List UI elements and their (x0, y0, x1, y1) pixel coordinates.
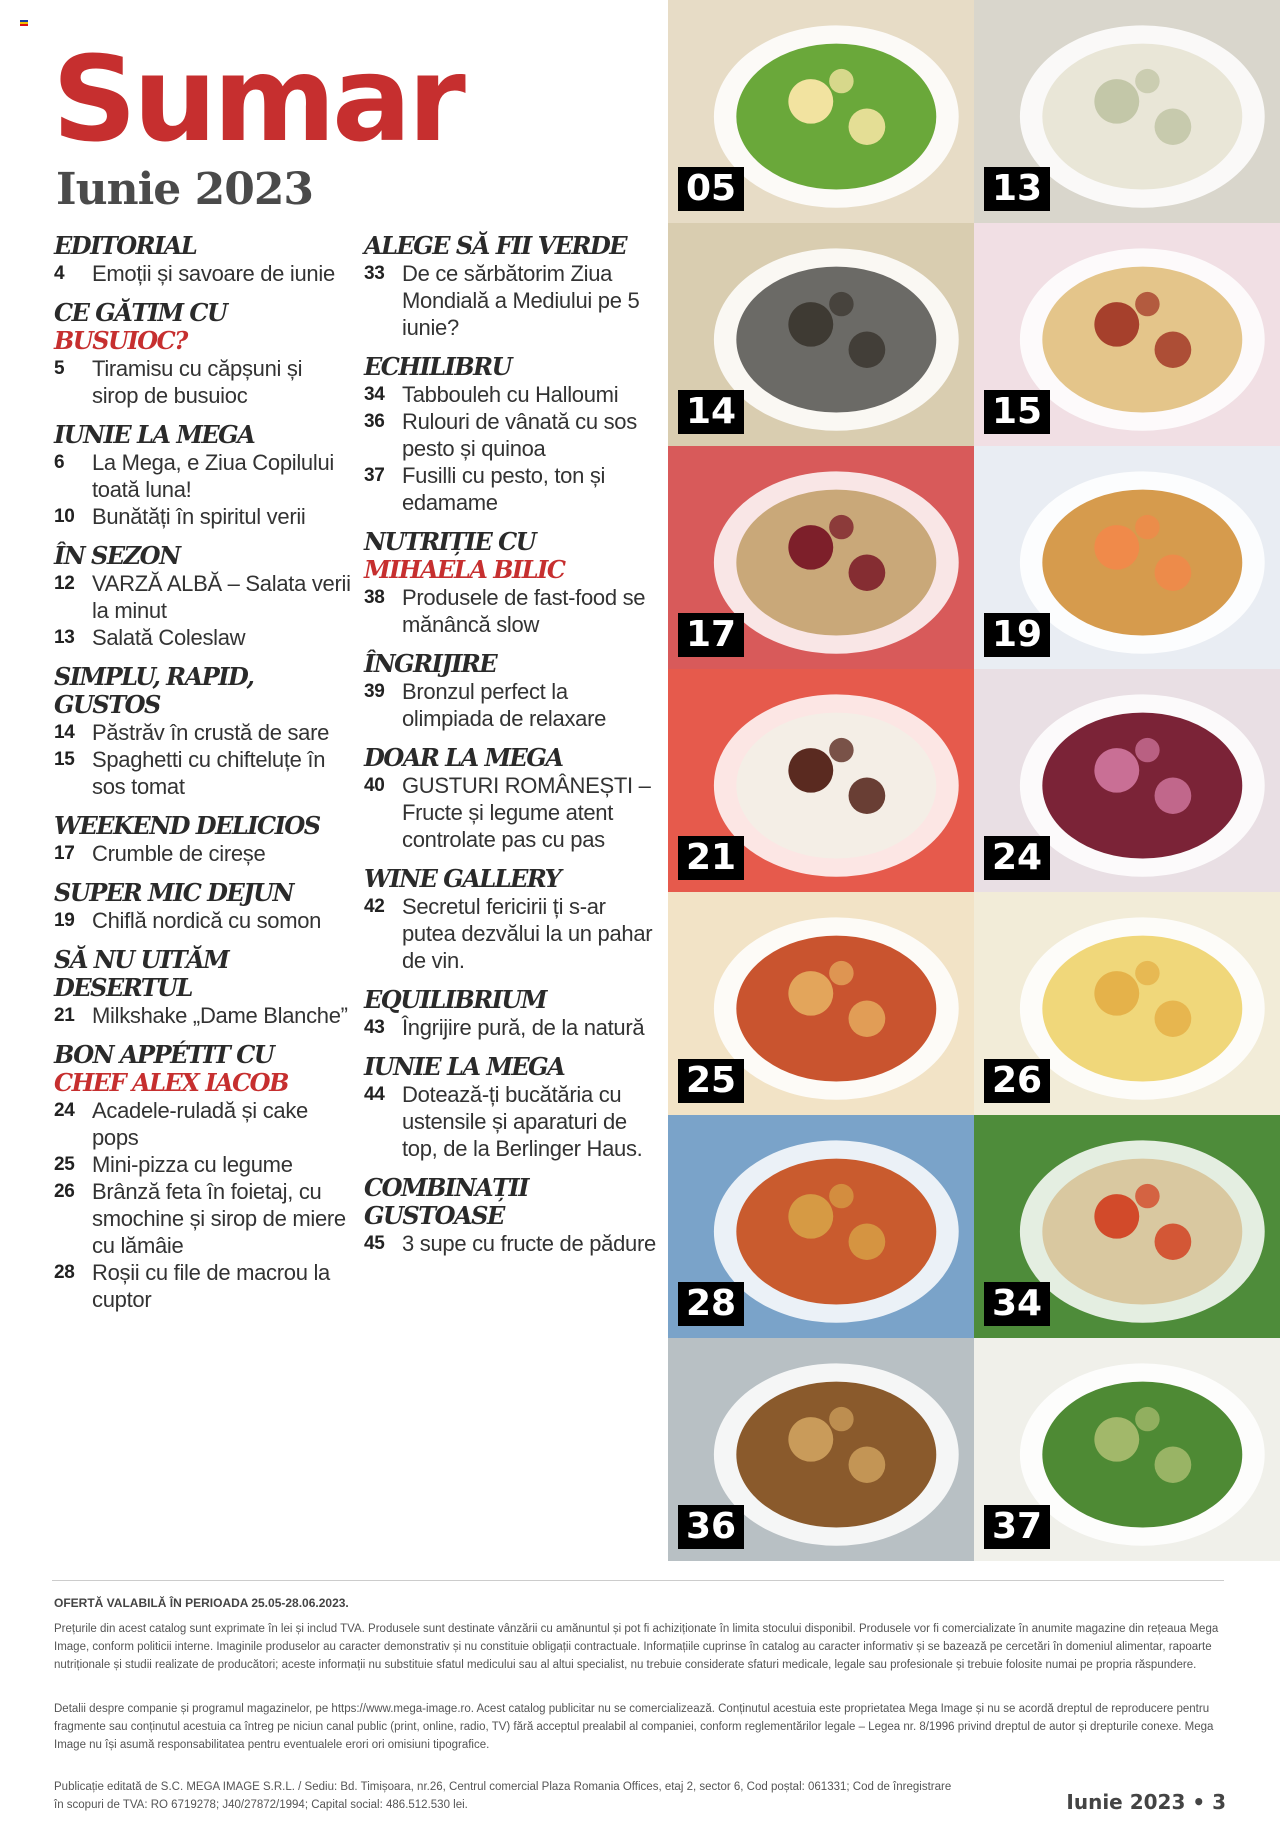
entry-page-number: 45 (364, 1233, 385, 1254)
entry-page-number: 26 (54, 1181, 75, 1202)
section-title (364, 1174, 664, 1230)
entry-page-number: 19 (54, 910, 75, 931)
entry-page-number: 10 (54, 506, 75, 527)
toc-entry[interactable] (364, 381, 664, 408)
toc-section (54, 299, 354, 409)
toc-entry[interactable] (54, 624, 354, 651)
entry-page-number: 38 (364, 587, 385, 608)
entry-title: Păstrăv în crustă de sare (92, 720, 330, 745)
entry-title: Milkshake „Dame Blanche” (92, 1003, 348, 1028)
toc-entry[interactable] (364, 772, 664, 853)
toc-entry[interactable] (54, 1178, 354, 1259)
toc-entry[interactable] (54, 355, 354, 409)
toc-section (364, 1053, 664, 1162)
toc-section (364, 353, 664, 516)
divider (52, 1580, 1224, 1581)
toc-section (54, 421, 354, 530)
toc-section (54, 1041, 354, 1313)
entry-title: Emoții și savoare de iunie (92, 261, 335, 286)
entry-title: Fusilli cu pesto, ton și edamame (402, 463, 606, 515)
toc-section (54, 812, 354, 867)
entry-page-number: 14 (54, 722, 75, 743)
section-title-text: WINE GALLERY (364, 864, 561, 893)
section-title-text: DOAR LA MEGA (364, 743, 563, 772)
section-title-text: BON APPÉTIT CU (54, 1040, 274, 1069)
toc-section (364, 744, 664, 853)
photo-page-badge: 05 (678, 167, 744, 211)
recipe-photo[interactable] (668, 1338, 974, 1561)
issue-date: Iunie 2023 (56, 164, 314, 215)
recipe-photo[interactable] (668, 223, 974, 446)
toc-entry[interactable] (54, 260, 354, 287)
photo-page-badge: 19 (984, 613, 1050, 657)
entry-page-number: 34 (364, 384, 385, 405)
offer-validity: OFERTĂ VALABILĂ ÎN PERIOADA 25.05-28.06.2023. (54, 1596, 349, 1610)
entry-page-number: 24 (54, 1100, 75, 1121)
recipe-photo[interactable] (668, 0, 974, 223)
section-title (54, 299, 354, 355)
legal-text-copyright: Detalii despre companie și programul magazinelor, pe https://www.mega-image.ro. Acest catalog publicitar nu se comercializează. Conținutul acestuia este proprietatea Mega Image și nu se acordă dreptul de reproducere pentru fragmente sau conținutul acestuia ca întreg pe niciun canal public (print, online, radio, TV) fără acceptul prealabil al companiei, conform reglementărilor legale – Legea nr. 8/1996 privind dreptul de autor și drepturile conexe. Mega Image nu își asumă responsabilitatea pentru eventualele erori ori omisiuni tipografice. (54, 1703, 1214, 1751)
entry-title: Bunătăți în spiritul verii (92, 504, 306, 529)
photo-page-badge: 36 (678, 1505, 744, 1549)
photo-page-badge: 34 (984, 1282, 1050, 1326)
toc-entry[interactable] (54, 1151, 354, 1178)
toc-entry[interactable] (364, 1230, 664, 1257)
toc-section (54, 879, 354, 934)
entry-page-number: 6 (54, 452, 65, 473)
photo-page-badge: 13 (984, 167, 1050, 211)
entry-title: La Mega, e Ziua Copilului toată luna! (92, 450, 334, 502)
toc-middle-column (364, 232, 664, 1269)
section-title (54, 421, 354, 449)
entry-title: VARZĂ ALBĂ – Salata verii la minut (92, 571, 351, 623)
toc-section (364, 1174, 664, 1257)
recipe-photo[interactable] (974, 1338, 1280, 1561)
section-title-accent: MIHAELA BILIC (364, 555, 565, 584)
toc-left-column (54, 232, 354, 1325)
toc-entry[interactable] (54, 503, 354, 530)
entry-title: 3 supe cu fructe de pădure (402, 1231, 656, 1256)
toc-entry[interactable] (364, 260, 664, 341)
section-title-text: ÎNGRIJIRE (364, 649, 497, 678)
entry-page-number: 4 (54, 263, 65, 284)
section-title (54, 812, 354, 840)
section-title-text: EDITORIAL (54, 231, 197, 260)
entry-page-number: 15 (54, 749, 75, 770)
entry-page-number: 13 (54, 627, 75, 648)
entry-title: GUSTURI ROMÂNEȘTI – Fructe și legume atent controlate pas cu pas (402, 773, 651, 852)
entry-page-number: 37 (364, 465, 385, 486)
recipe-photo[interactable] (974, 892, 1280, 1115)
section-title-text: EQUILIBRIUM (364, 985, 546, 1014)
entry-page-number: 39 (364, 681, 385, 702)
entry-title: Chiflă nordică cu somon (92, 908, 322, 933)
entry-page-number: 42 (364, 896, 385, 917)
toc-section (364, 528, 664, 638)
section-title (364, 528, 664, 584)
toc-entry[interactable] (54, 1259, 354, 1313)
photo-page-badge: 15 (984, 390, 1050, 434)
section-title (364, 1053, 664, 1081)
entry-title: Roșii cu file de macrou la cuptor (92, 1260, 330, 1312)
section-title (364, 650, 664, 678)
recipe-photo[interactable] (974, 669, 1280, 892)
recipe-photo[interactable] (668, 1115, 974, 1338)
section-title-accent: CHEF ALEX IACOB (54, 1068, 288, 1097)
entry-title: Tabbouleh cu Halloumi (402, 382, 619, 407)
toc-section (364, 232, 664, 341)
photo-page-badge: 21 (678, 836, 744, 880)
entry-title: Îngrijire pură, de la natură (402, 1015, 645, 1040)
entry-page-number: 12 (54, 573, 75, 594)
section-title-text: NUTRIȚIE CU (364, 527, 536, 556)
entry-title: De ce sărbătorim Ziua Mondială a Mediului pe 5 iunie? (402, 261, 640, 340)
entry-page-number: 33 (364, 263, 385, 284)
recipe-photo[interactable] (974, 1115, 1280, 1338)
toc-section (364, 865, 664, 974)
entry-title: Salată Coleslaw (92, 625, 246, 650)
entry-title: Dotează-ți bucătăria cu ustensile și aparaturi de top, de la Berlinger Haus. (402, 1082, 643, 1161)
section-title (54, 542, 354, 570)
photo-page-badge: 25 (678, 1059, 744, 1103)
toc-entry[interactable] (54, 1097, 354, 1151)
section-title (364, 865, 664, 893)
recipe-photo[interactable] (974, 0, 1280, 223)
photo-page-badge: 14 (678, 390, 744, 434)
entry-page-number: 43 (364, 1017, 385, 1038)
legal-text-prices: Prețurile din acest catalog sunt exprimate în lei și includ TVA. Produsele sunt destinate vânzării cu amănuntul și pot fi achiziționate în limita stocului disponibil. Produsele vor fi comercializate în anumite magazine din rețeaua Mega Image, conform politicii interne. Imaginile produselor au caracter demonstrativ și nu constituie obligații contractuale. Informațiile cuprinse în catalog au caracter informativ și se bazează pe cercetări în domeniul alimentar, rapoarte nutriționale și studii realizate de producători; aceste informații nu substituie sfatul medicului sau al altui specialist, nu trebuie considerate sfaturi medicale, legale sau profesionale și trebuie folosite numai pe propria răspundere. (54, 1623, 1219, 1671)
section-title-text: COMBINAȚII GUSTOASE (364, 1173, 528, 1230)
section-title (364, 353, 664, 381)
section-title-text: CE GĂTIM CU (54, 298, 227, 327)
section-title-text: ALEGE SĂ FII VERDE (364, 231, 627, 260)
entry-title: Secretul fericirii ți s-ar putea dezvălui la un pahar de vin. (402, 894, 653, 973)
photo-page-badge: 24 (984, 836, 1050, 880)
toc-section (54, 946, 354, 1029)
toc-section (54, 663, 354, 800)
entry-page-number: 17 (54, 843, 75, 864)
toc-entry[interactable] (364, 1014, 664, 1041)
section-title (364, 232, 664, 260)
page-number: Iunie 2023 • 3 (1066, 1790, 1226, 1814)
entry-title: Tiramisu cu căpșuni și sirop de busuioc (92, 356, 303, 408)
section-title (364, 986, 664, 1014)
toc-entry[interactable] (54, 570, 354, 624)
entry-title: Spaghetti cu chifteluțe în sos tomat (92, 747, 326, 799)
recipe-photo[interactable] (668, 446, 974, 669)
section-title-text: SĂ NU UITĂM DESERTUL (54, 945, 229, 1002)
toc-entry[interactable] (54, 840, 354, 867)
entry-title: Rulouri de vânată cu sos pesto și quinoa (402, 409, 637, 461)
section-title (54, 946, 354, 1002)
photo-grid (668, 0, 1280, 1562)
recipe-photo[interactable] (974, 223, 1280, 446)
recipe-photo[interactable] (668, 669, 974, 892)
entry-page-number: 5 (54, 358, 65, 379)
photo-page-badge: 26 (984, 1059, 1050, 1103)
entry-title: Brânză feta în foietaj, cu smochine și sirop de miere cu lămâie (92, 1179, 346, 1258)
section-title (54, 663, 354, 719)
photo-page-badge: 17 (678, 613, 744, 657)
toc-section (54, 542, 354, 651)
toc-entry[interactable] (54, 1002, 354, 1029)
section-title-accent: BUSUIOC? (54, 326, 187, 355)
entry-page-number: 21 (54, 1005, 75, 1026)
page-title: Sumar (52, 30, 462, 168)
section-title-text: ÎN SEZON (54, 541, 180, 570)
entry-title: Produsele de fast-food se mănâncă slow (402, 585, 646, 637)
section-title-text: IUNIE LA MEGA (364, 1052, 565, 1081)
flag-icon (20, 20, 28, 26)
entry-page-number: 36 (364, 411, 385, 432)
section-title (54, 232, 354, 260)
section-title (54, 879, 354, 907)
toc-entry[interactable] (54, 449, 354, 503)
entry-title: Mini-pizza cu legume (92, 1152, 293, 1177)
toc-section (54, 232, 354, 287)
entry-title: Bronzul perfect la olimpiada de relaxare (402, 679, 607, 731)
recipe-photo[interactable] (668, 892, 974, 1115)
section-title-text: ECHILIBRU (364, 352, 512, 381)
section-title-text: WEEKEND DELICIOS (54, 811, 320, 840)
entry-page-number: 28 (54, 1262, 75, 1283)
toc-entry[interactable] (364, 1081, 664, 1162)
entry-title: Crumble de cireșe (92, 841, 266, 866)
toc-entry[interactable] (54, 719, 354, 746)
photo-page-badge: 28 (678, 1282, 744, 1326)
toc-entry[interactable] (364, 462, 664, 516)
publisher-info: Publicație editată de S.C. MEGA IMAGE S.R.L. / Sediu: Bd. Timișoara, nr.26, Centrul comercial Plaza Romania Offices, etaj 2, sector 6, Cod poștal: 061331; Cod de înregistrare în scopuri de TVA: RO 6719278; J40/27872/1994; Capital social: 486.512.530 lei. (54, 1781, 952, 1811)
entry-page-number: 44 (364, 1084, 385, 1105)
photo-page-badge: 37 (984, 1505, 1050, 1549)
section-title-text: SUPER MIC DEJUN (54, 878, 293, 907)
section-title-text: IUNIE LA MEGA (54, 420, 255, 449)
recipe-photo[interactable] (974, 446, 1280, 669)
entry-page-number: 40 (364, 775, 385, 796)
section-title-text: SIMPLU, RAPID, GUSTOS (54, 662, 254, 719)
section-title (54, 1041, 354, 1097)
entry-title: Acadele-ruladă și cake pops (92, 1098, 308, 1150)
toc-entry[interactable] (54, 907, 354, 934)
toc-entry[interactable] (364, 893, 664, 974)
toc-section (364, 986, 664, 1041)
toc-entry[interactable] (364, 408, 664, 462)
toc-section (364, 650, 664, 732)
section-title (364, 744, 664, 772)
entry-page-number: 25 (54, 1154, 75, 1175)
toc-entry[interactable] (364, 584, 664, 638)
toc-entry[interactable] (364, 678, 664, 732)
toc-entry[interactable] (54, 746, 354, 800)
